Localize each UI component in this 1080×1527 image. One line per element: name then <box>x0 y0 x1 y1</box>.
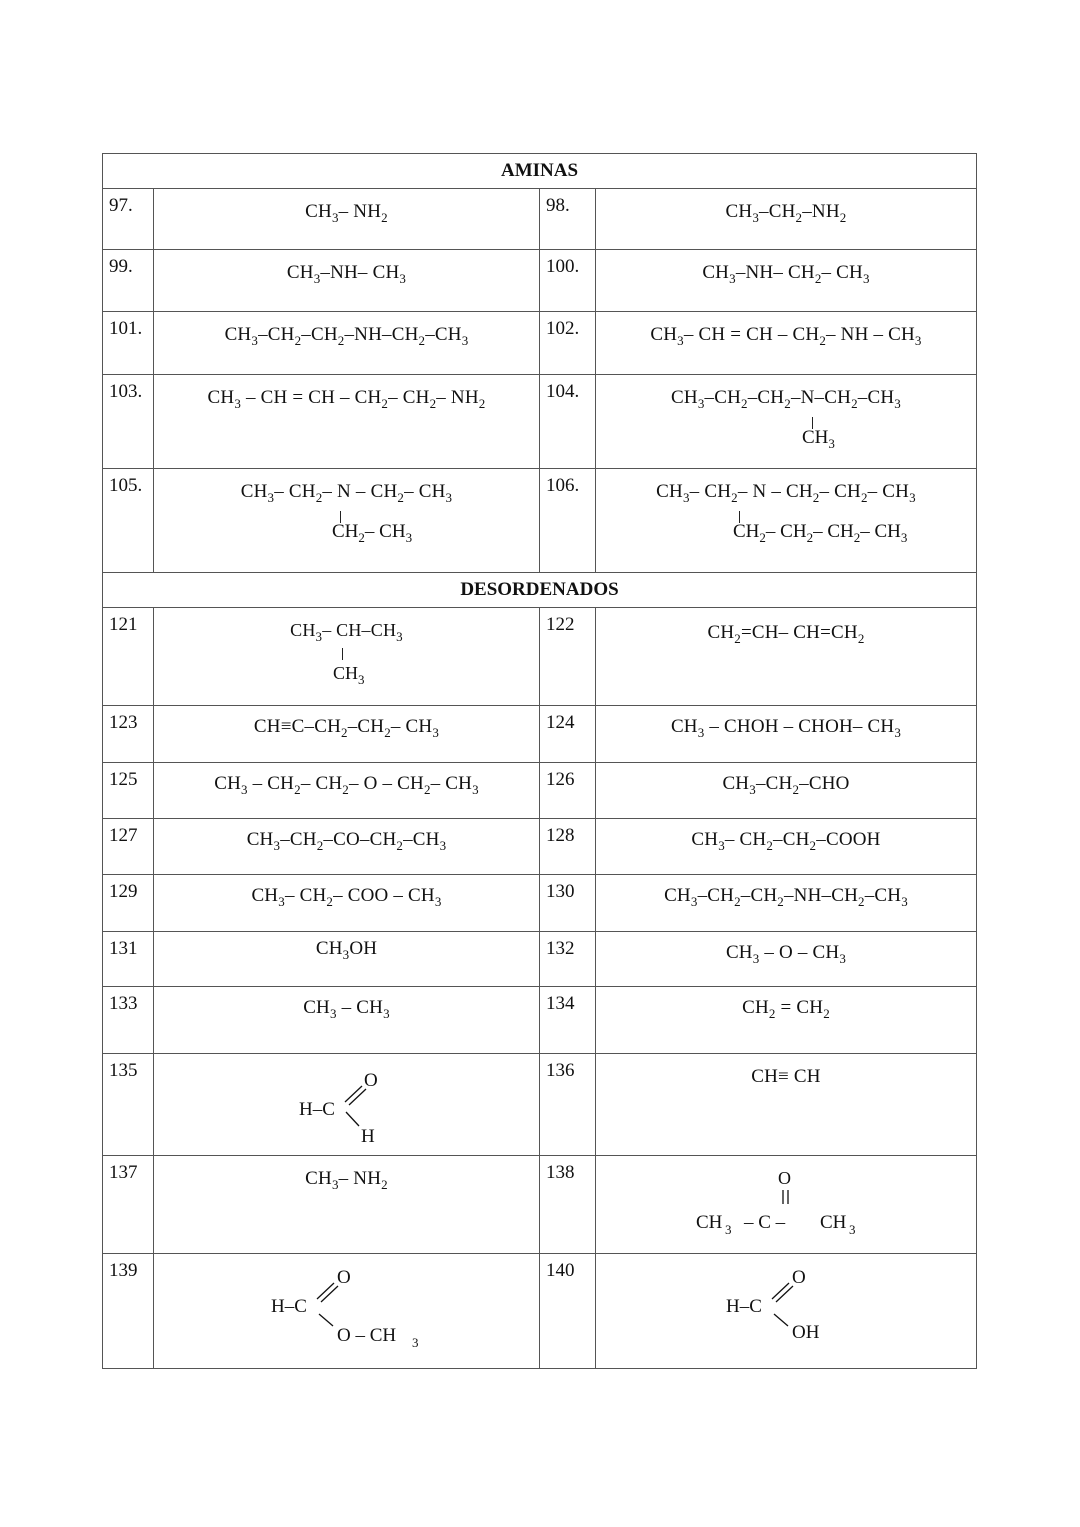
formula-cell: $CH_3-CH_2-CH_2-NH-CH_2-CH_3$ <box>596 875 977 932</box>
svg-text:3: 3 <box>849 1222 856 1237</box>
table-row <box>103 1054 977 1156</box>
formula-cell: $CH_3-CH_2-CO-CH_2-CH_3$ <box>154 819 540 875</box>
item-number: 138 <box>540 1156 596 1254</box>
section-title: AMINAS <box>103 154 977 189</box>
formula-cell: $CH_3$ – O – $CH_3$ <box>596 932 977 987</box>
formula-cell: $CH_2=CH-$ $CH=CH_2$ <box>596 608 977 706</box>
formula-cell: $CH_2 = CH_2$ <box>596 987 977 1054</box>
formula-cell: $CH_3OH$ <box>154 932 540 987</box>
table-row <box>103 875 977 932</box>
table-row <box>103 932 977 987</box>
formaldehyde-structure <box>287 1054 407 1149</box>
formula-cell: $CH_3-$ $NH_2$ <box>154 189 540 250</box>
item-number: 106. <box>540 469 596 573</box>
formula-cell: $CH_3$ – CHOH – CHOH– $CH_3$ <box>596 706 977 763</box>
svg-text:OH: OH <box>792 1322 820 1343</box>
svg-text:H–C: H–C <box>726 1296 762 1317</box>
formula-cell: $CH_3-NH-$ $CH_2-$ $CH_3$ <box>596 250 977 312</box>
svg-text:3: 3 <box>725 1222 732 1237</box>
svg-text:H–C: H–C <box>270 1296 307 1317</box>
section-title: DESORDENADOS <box>103 573 977 608</box>
formula-cell: $CH_3-$ $NH_2$ <box>154 1156 540 1254</box>
formula-cell: $CH_3-NH-$ $CH_3$ <box>154 250 540 312</box>
formula-cell: $CH_3-CH_2$–CHO <box>596 763 977 819</box>
formula-cell: $CH_3-CH_2-CH_2-NH-CH_2-CH_3$ <box>154 312 540 375</box>
item-number: 140 <box>540 1254 596 1369</box>
table-row <box>103 763 977 819</box>
svg-text:O: O <box>336 1267 351 1288</box>
table-row <box>103 189 977 250</box>
formula-cell: $CH_3 - CH_3$ <box>154 987 540 1054</box>
svg-text:O: O <box>792 1267 806 1288</box>
formula-cell <box>154 1054 540 1156</box>
item-number: 125 <box>103 763 154 819</box>
item-number: 131 <box>103 932 154 987</box>
section-header-desordenados <box>103 573 977 608</box>
item-number: 128 <box>540 819 596 875</box>
section-header-aminas <box>103 154 977 189</box>
svg-text:O: O <box>363 1070 378 1091</box>
item-number: 122 <box>540 608 596 706</box>
item-number: 126 <box>540 763 596 819</box>
item-number: 124 <box>540 706 596 763</box>
formic-acid-structure <box>706 1254 866 1354</box>
item-number: 135 <box>103 1054 154 1156</box>
formula-cell <box>596 1254 977 1369</box>
svg-text:CH: CH <box>820 1212 847 1233</box>
item-number: 104. <box>540 375 596 469</box>
svg-text:O: O <box>778 1168 791 1188</box>
svg-text:3: 3 <box>411 1335 418 1350</box>
formula-cell <box>596 1156 977 1254</box>
item-number: 127 <box>103 819 154 875</box>
svg-text:H–C: H–C <box>298 1099 335 1120</box>
formula-cell: $CH_3-CH_2-CH_2-N-CH_2-CH_3$ $CH_3$ <box>596 375 977 469</box>
methyl-formate-structure <box>257 1254 437 1359</box>
formula-cell: $CH_3-CH_2-NH_2$ <box>596 189 977 250</box>
table-row <box>103 469 977 573</box>
formula-cell: $CH_3$ – CH = CH – $CH_2-$ $CH_2-$ $NH_2$ <box>154 375 540 469</box>
svg-text:O – CH: O – CH <box>336 1325 396 1346</box>
formula-cell: CH≡ CH <box>596 1054 977 1156</box>
item-number: 139 <box>103 1254 154 1369</box>
item-number: 105. <box>103 469 154 573</box>
svg-text:H: H <box>360 1126 375 1147</box>
item-number: 121 <box>103 608 154 706</box>
table-row <box>103 819 977 875</box>
item-number: 99. <box>103 250 154 312</box>
item-number: 130 <box>540 875 596 932</box>
svg-text:CH: CH <box>696 1212 723 1233</box>
formula-cell: $CH_3-$ $CH_2-$ N – $CH_2-$ $CH_2-$ $CH_3$ $CH_2-$ $CH_2-$ $CH_2-$ $CH_3$ <box>596 469 977 573</box>
table-row <box>103 312 977 375</box>
item-number: 100. <box>540 250 596 312</box>
item-number: 103. <box>103 375 154 469</box>
formula-cell: $CH_3-$ $CH-CH_3$ $CH_3$ <box>154 608 540 706</box>
item-number: 132 <box>540 932 596 987</box>
item-number: 97. <box>103 189 154 250</box>
table-row <box>103 608 977 706</box>
formula-table <box>102 153 977 1369</box>
formula-cell: $CH_3 - CH_2-$ $CH_2-$ O – $CH_2-$ $CH_3$ <box>154 763 540 819</box>
formula-cell: $CH_3-$ CH = CH – $CH_2-$ NH – $CH_3$ <box>596 312 977 375</box>
item-number: 134 <box>540 987 596 1054</box>
formula-cell: $CH_3-$ $CH_2-$ COO – $CH_3$ <box>154 875 540 932</box>
item-number: 129 <box>103 875 154 932</box>
item-number: 123 <box>103 706 154 763</box>
table-row <box>103 987 977 1054</box>
table-row <box>103 250 977 312</box>
table-row <box>103 375 977 469</box>
formula-cell: $CH\equiv C-CH_2-CH_2-$ $CH_3$ <box>154 706 540 763</box>
item-number: 102. <box>540 312 596 375</box>
table-row <box>103 1254 977 1369</box>
item-number: 98. <box>540 189 596 250</box>
item-number: 137 <box>103 1156 154 1254</box>
acetone-structure <box>686 1156 886 1246</box>
table-row <box>103 1156 977 1254</box>
table-row <box>103 706 977 763</box>
item-number: 136 <box>540 1054 596 1156</box>
formula-cell: $CH_3-$ $CH_2-$ N – $CH_2-$ $CH_3$ $CH_2-$ $CH_3$ <box>154 469 540 573</box>
svg-text:– C –: – C – <box>744 1212 786 1233</box>
formula-cell <box>154 1254 540 1369</box>
item-number: 133 <box>103 987 154 1054</box>
item-number: 101. <box>103 312 154 375</box>
formula-cell: $CH_3-$ $CH_2-CH_2$–COOH <box>596 819 977 875</box>
